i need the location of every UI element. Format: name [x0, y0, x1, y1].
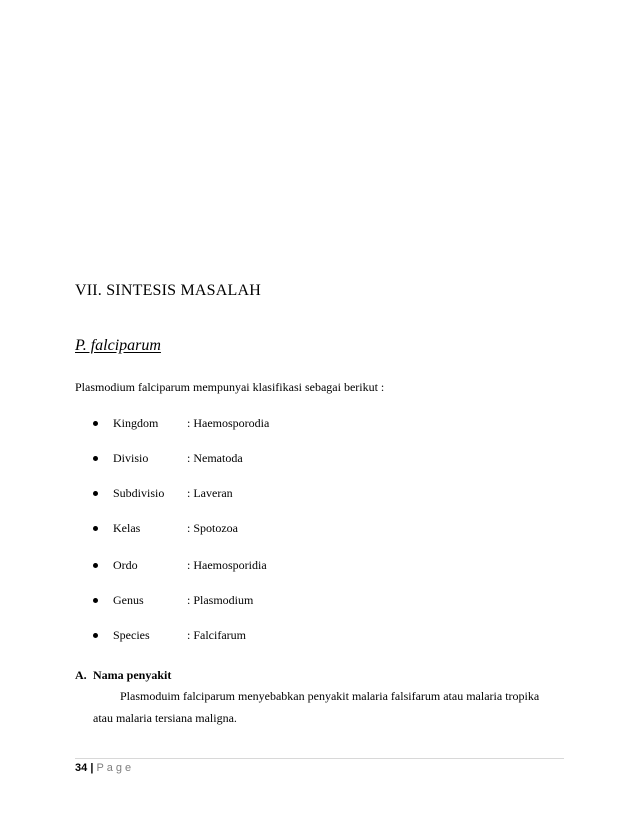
- bullet-icon: [93, 456, 98, 461]
- term-label: Genus: [113, 593, 144, 607]
- term-value: : Falcifarum: [187, 628, 246, 642]
- term-label: Species: [113, 628, 150, 642]
- intro-text: Plasmodium falciparum mempunyai klasifikasi sebagai berikut :: [75, 380, 385, 394]
- paragraph-line-2: atau malaria tersiana maligna.: [93, 711, 237, 725]
- term-label: Kelas: [113, 521, 141, 535]
- section-a-title: Nama penyakit: [93, 668, 172, 682]
- bullet-icon: [93, 491, 98, 496]
- footer-divider: [75, 758, 564, 759]
- page-footer: [75, 762, 134, 774]
- page-number: 34: [75, 762, 88, 774]
- term-value: : Nematoda: [187, 451, 243, 465]
- footer-separator: |: [90, 762, 94, 774]
- term-label: Subdivisio: [113, 486, 165, 500]
- term-label: Divisio: [113, 451, 149, 465]
- section-a-letter: A.: [75, 668, 87, 682]
- term-label: Kingdom: [113, 416, 159, 430]
- term-value: : Spotozoa: [187, 521, 238, 535]
- page-label: Page: [96, 762, 135, 774]
- paragraph-line-1: Plasmoduim falciparum menyebabkan penyakit malaria falsifarum atau malaria tropika: [120, 689, 540, 703]
- bullet-icon: [93, 563, 98, 568]
- bullet-icon: [93, 526, 98, 531]
- term-value: : Haemosporodia: [187, 416, 270, 430]
- bullet-icon: [93, 421, 98, 426]
- bullet-icon: [93, 633, 98, 638]
- subheading: P. falciparum: [75, 337, 161, 354]
- term-value: : Plasmodium: [187, 593, 254, 607]
- term-label: Ordo: [113, 558, 138, 572]
- section-a-heading: [75, 668, 171, 683]
- term-value: : Haemosporidia: [187, 558, 267, 572]
- term-value: : Laveran: [187, 486, 233, 500]
- bullet-icon: [93, 598, 98, 603]
- section-heading: VII. SINTESIS MASALAH: [75, 282, 261, 299]
